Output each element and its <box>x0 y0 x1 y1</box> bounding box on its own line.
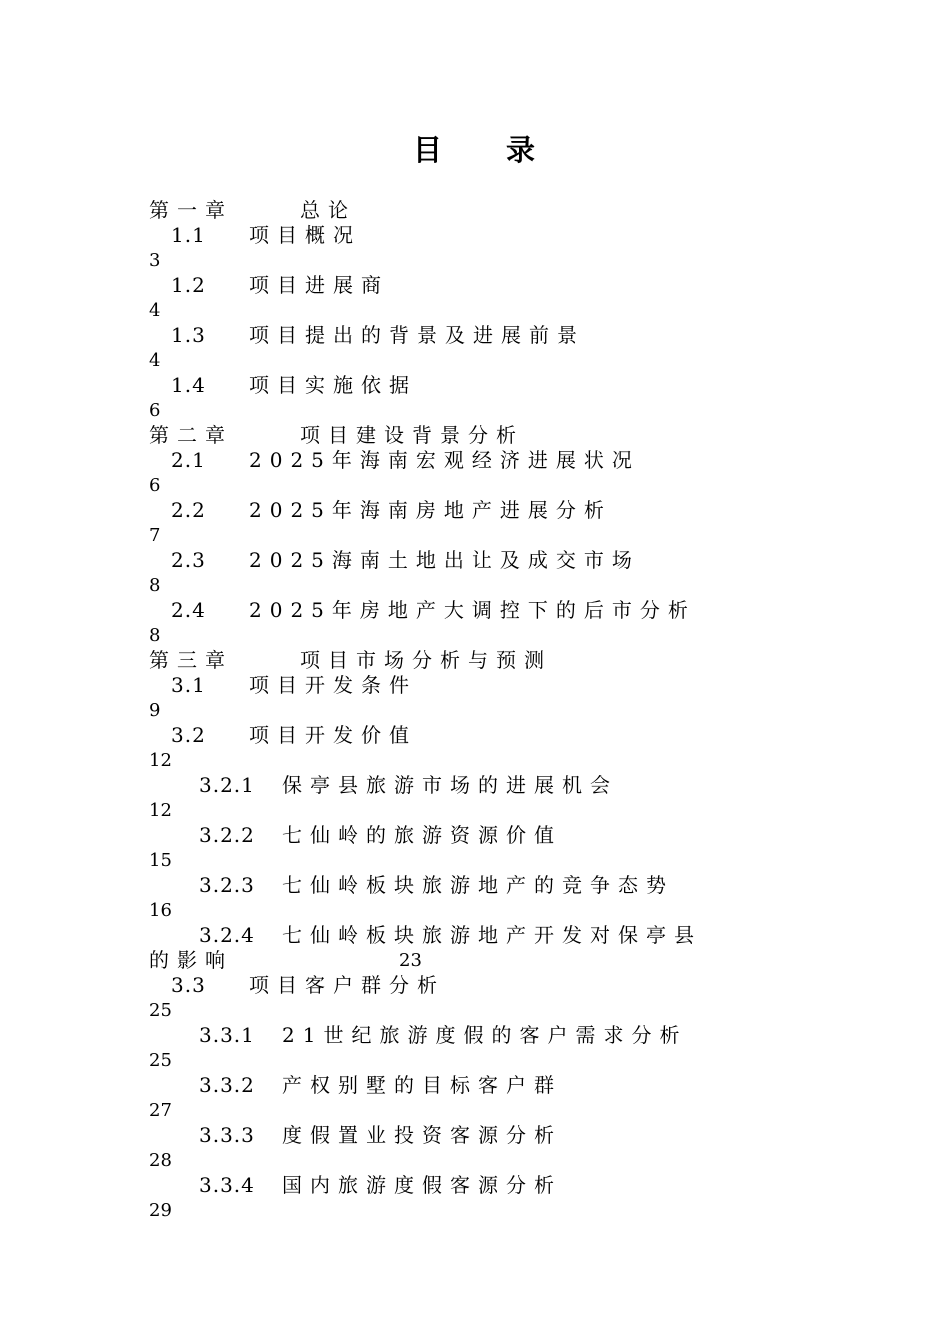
toc-chapter[interactable] <box>149 423 799 448</box>
subsection-title-continued: 的影响 <box>149 948 233 972</box>
subsection-number: 3.3.1 <box>199 1023 255 1047</box>
chapter-number: 第二章 <box>149 423 233 447</box>
toc-subsection[interactable] <box>149 923 799 948</box>
section-title: 项目概况 <box>249 223 361 247</box>
section-number: 1.4 <box>171 373 206 397</box>
section-number: 2.4 <box>171 598 206 622</box>
section-title: 项目开发条件 <box>249 673 417 697</box>
subsection-title: 七仙岭的旅游资源价值 <box>282 823 562 847</box>
page-number: 25 <box>149 1050 172 1071</box>
page-number: 12 <box>149 800 172 821</box>
toc-section[interactable] <box>149 273 799 298</box>
page-number: 6 <box>149 475 161 496</box>
section-number: 1.3 <box>171 323 206 347</box>
toc-section[interactable] <box>149 723 799 748</box>
chapter-title: 项目建设背景分析 <box>300 423 524 447</box>
section-title: 2025年房地产大调控下的后市分析 <box>249 598 696 622</box>
toc-subsection[interactable] <box>149 1173 799 1198</box>
chapter-number: 第一章 <box>149 198 233 222</box>
section-title: 项目客户群分析 <box>249 973 445 997</box>
section-number: 1.1 <box>171 223 206 247</box>
toc-subsection-continuation <box>149 948 799 973</box>
section-number: 3.1 <box>171 673 206 697</box>
toc-section[interactable] <box>149 323 799 348</box>
page-number: 9 <box>149 700 161 721</box>
toc-subsection[interactable] <box>149 1073 799 1098</box>
toc-subsection[interactable] <box>149 773 799 798</box>
page-number: 3 <box>149 250 161 271</box>
subsection-number: 3.2.3 <box>199 873 255 897</box>
section-title: 2025年海南房地产进展分析 <box>249 498 612 522</box>
chapter-number: 第三章 <box>149 648 233 672</box>
toc-subsection[interactable] <box>149 873 799 898</box>
toc-section[interactable] <box>149 448 799 473</box>
section-title: 2025海南土地出让及成交市场 <box>249 548 640 572</box>
toc-section[interactable] <box>149 598 799 623</box>
page-number: 6 <box>149 400 161 421</box>
page-number: 15 <box>149 850 172 871</box>
subsection-number: 3.2.4 <box>199 923 255 947</box>
section-title: 项目提出的背景及进展前景 <box>249 323 585 347</box>
toc-section[interactable] <box>149 673 799 698</box>
section-title: 项目实施依据 <box>249 373 417 397</box>
page-number: 8 <box>149 625 161 646</box>
section-title: 项目进展商 <box>249 273 389 297</box>
subsection-title: 七仙岭板块旅游地产的竞争态势 <box>282 873 674 897</box>
page-number: 28 <box>149 1150 172 1171</box>
subsection-number: 3.3.4 <box>199 1173 255 1197</box>
section-number: 2.1 <box>171 448 206 472</box>
toc-section[interactable] <box>149 223 799 248</box>
page-number: 12 <box>149 750 172 771</box>
subsection-title: 保亭县旅游市场的进展机会 <box>282 773 618 797</box>
page-number: 4 <box>149 300 161 321</box>
page-number: 7 <box>149 525 161 546</box>
toc-section[interactable] <box>149 373 799 398</box>
section-number: 2.3 <box>171 548 206 572</box>
page-number: 27 <box>149 1100 172 1121</box>
section-number: 3.3 <box>171 973 206 997</box>
chapter-title: 项目市场分析与预测 <box>300 648 552 672</box>
toc-section[interactable] <box>149 498 799 523</box>
page-number: 4 <box>149 350 161 371</box>
section-title: 2025年海南宏观经济进展状况 <box>249 448 640 472</box>
table-of-contents <box>149 198 799 1223</box>
toc-subsection[interactable] <box>149 1123 799 1148</box>
subsection-number: 3.3.2 <box>199 1073 255 1097</box>
chapter-title: 总论 <box>300 198 356 222</box>
section-number: 1.2 <box>171 273 206 297</box>
section-number: 3.2 <box>171 723 206 747</box>
subsection-title: 21世纪旅游度假的客户需求分析 <box>282 1023 688 1047</box>
subsection-title: 度假置业投资客源分析 <box>282 1123 562 1147</box>
page-number: 29 <box>149 1200 172 1221</box>
subsection-title: 国内旅游度假客源分析 <box>282 1173 562 1197</box>
toc-chapter[interactable] <box>149 648 799 673</box>
section-number: 2.2 <box>171 498 206 522</box>
subsection-title: 七仙岭板块旅游地产开发对保亭县 <box>282 923 702 947</box>
page-number: 8 <box>149 575 161 596</box>
page-number: 16 <box>149 900 172 921</box>
toc-chapter[interactable] <box>149 198 799 223</box>
toc-section[interactable] <box>149 548 799 573</box>
section-title: 项目开发价值 <box>249 723 417 747</box>
toc-title: 目 录 <box>412 133 537 167</box>
toc-subsection[interactable] <box>149 823 799 848</box>
toc-section[interactable] <box>149 973 799 998</box>
page-number: 23 <box>399 950 422 971</box>
toc-subsection[interactable] <box>149 1023 799 1048</box>
subsection-number: 3.3.3 <box>199 1123 255 1147</box>
subsection-number: 3.2.2 <box>199 823 255 847</box>
page-number: 25 <box>149 1000 172 1021</box>
subsection-title: 产权别墅的目标客户群 <box>282 1073 562 1097</box>
subsection-number: 3.2.1 <box>199 773 255 797</box>
